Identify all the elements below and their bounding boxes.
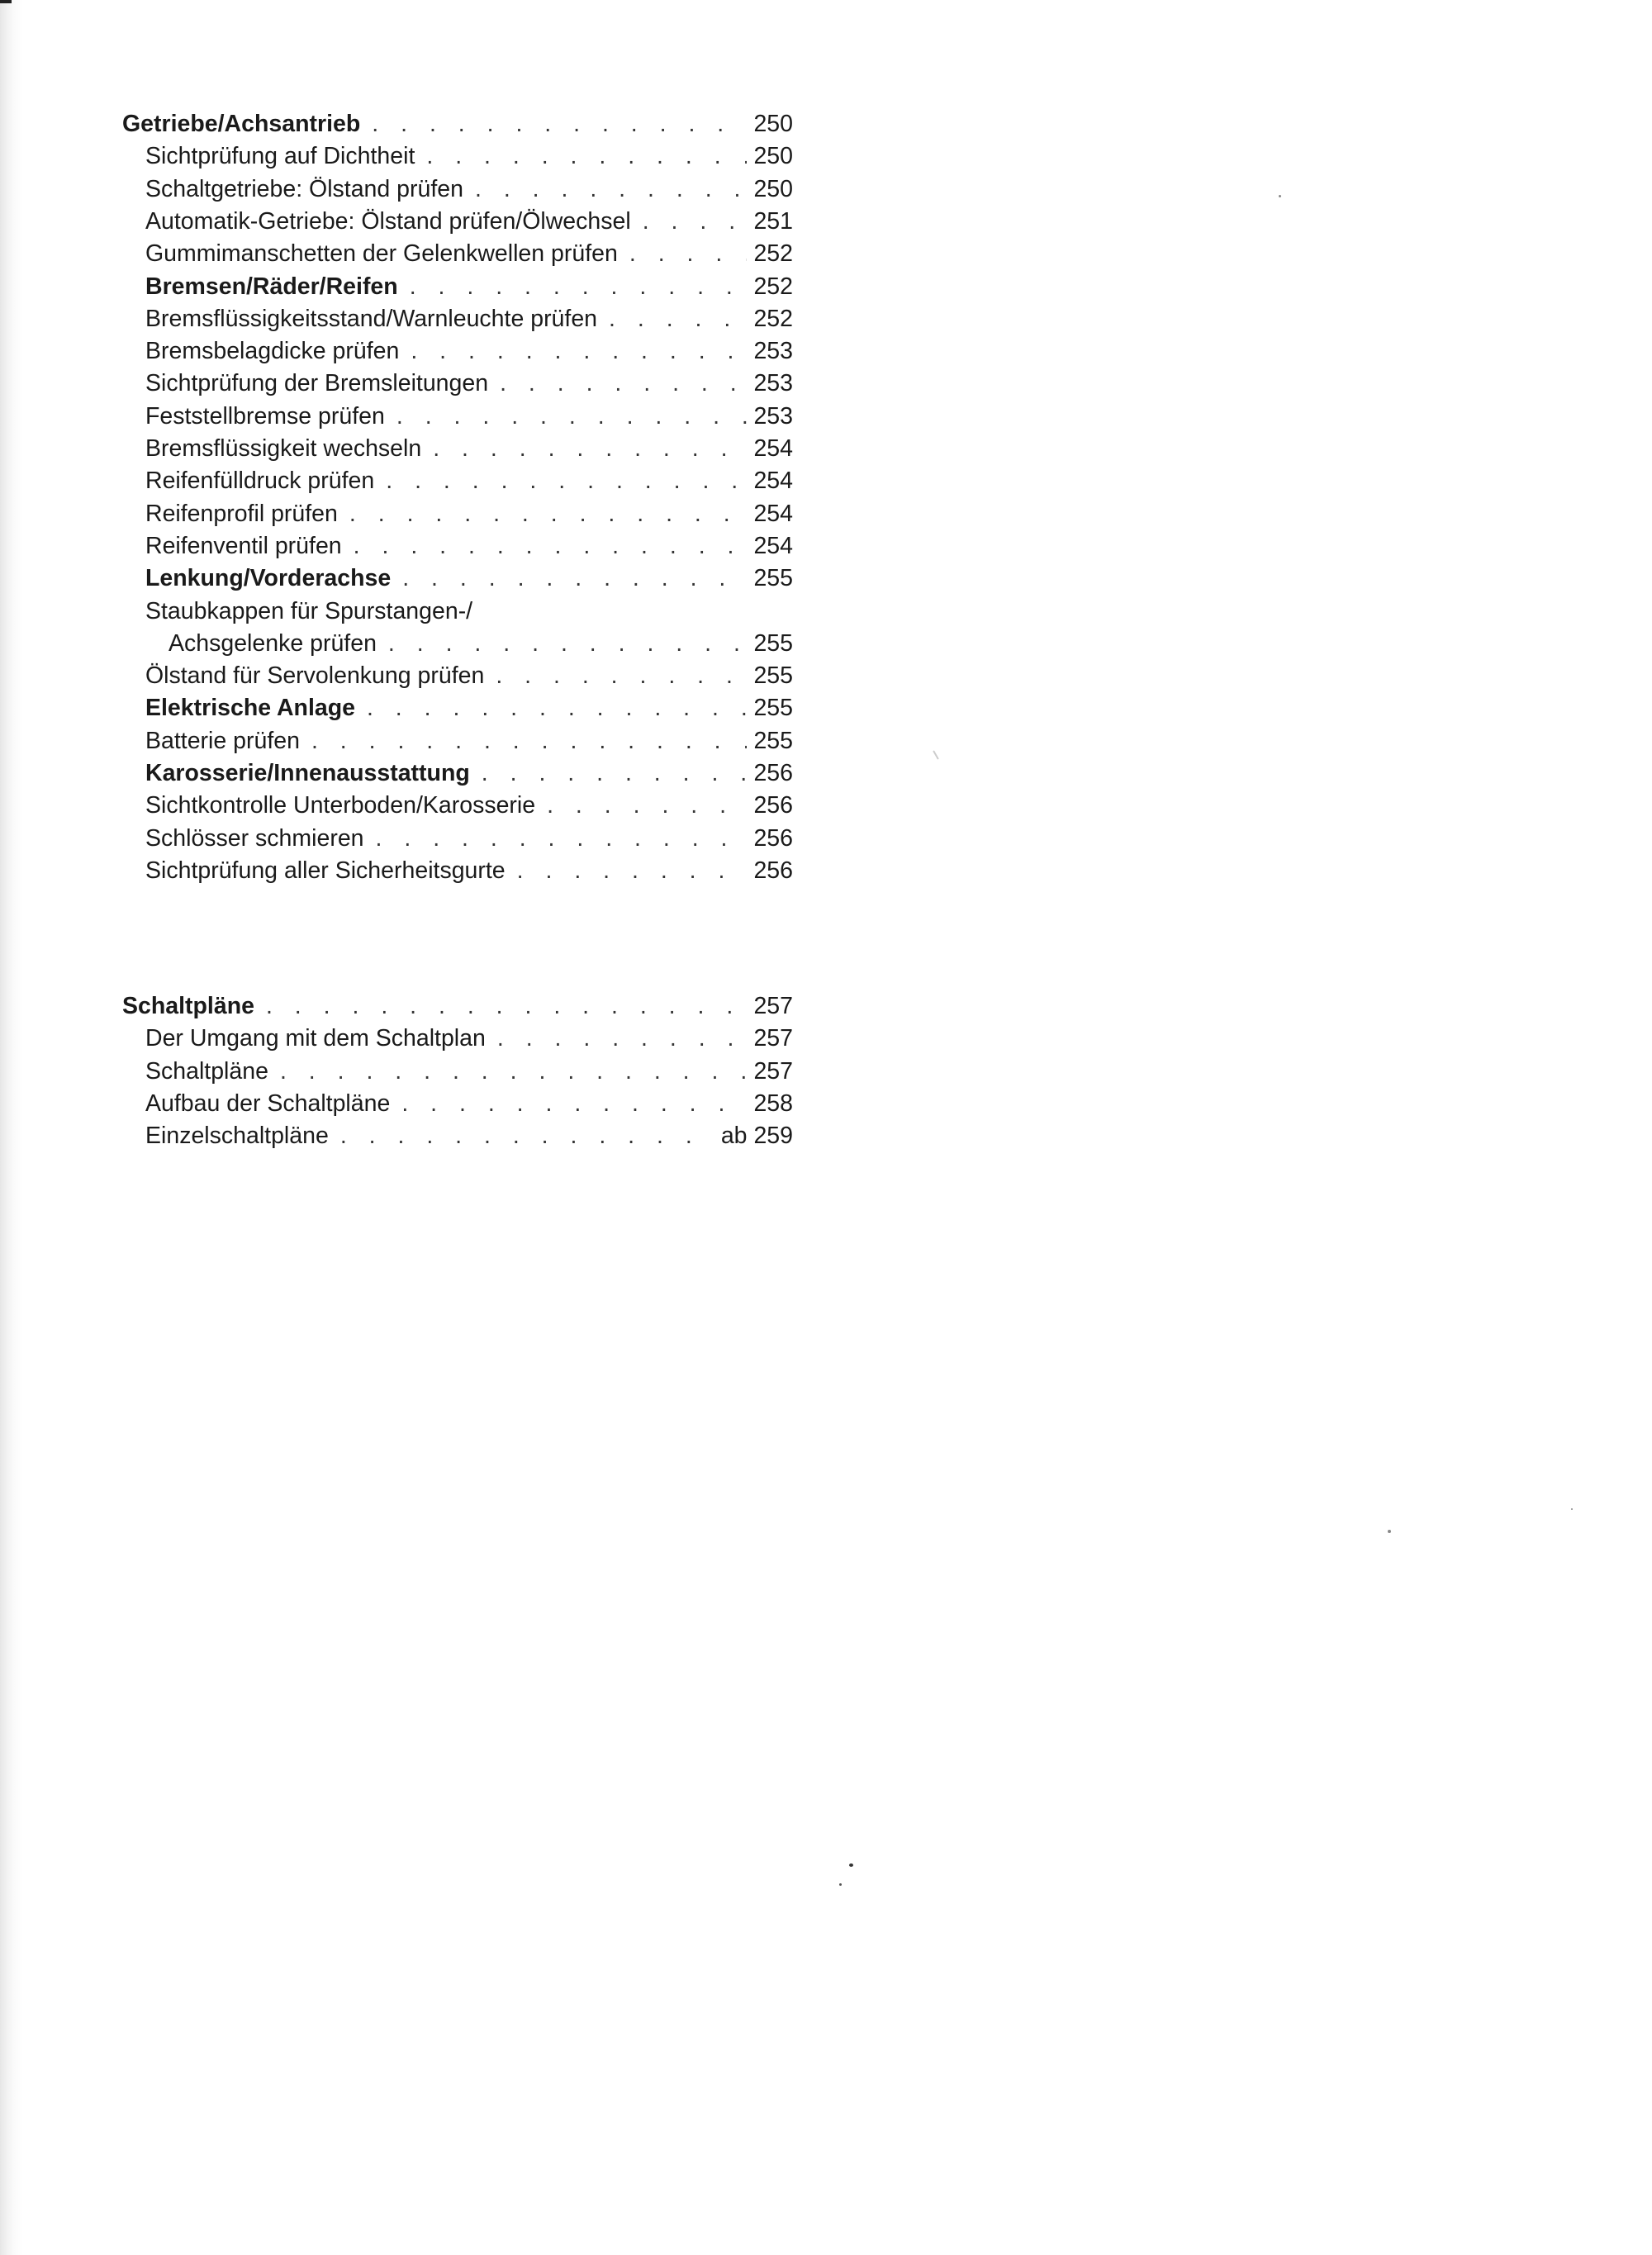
toc-entry-label: Bremsen/Räder/Reifen — [145, 273, 398, 300]
toc-entry-label: Getriebe/Achsantrieb — [122, 111, 361, 137]
toc-entry — [122, 270, 793, 303]
toc-entry-label: Elektrische Anlage — [145, 695, 355, 722]
toc-leader-dots — [410, 270, 748, 303]
toc-entry-label: Einzelschaltpläne — [145, 1123, 329, 1150]
toc-entry — [122, 854, 793, 887]
toc-entry-page: ab 259 — [720, 1123, 793, 1150]
toc-entry-label: Gummimanschetten der Gelenkwellen prüfen — [145, 240, 618, 268]
toc-leader-dots — [402, 562, 747, 595]
toc-entry-page: 258 — [753, 1090, 793, 1117]
toc-entry — [122, 990, 793, 1023]
scan-edge-shadow — [0, 0, 23, 2255]
toc-entry — [122, 1119, 793, 1152]
toc-leader-dots — [280, 1055, 747, 1088]
toc-entry-page: 251 — [753, 207, 793, 235]
toc-entry-page: 257 — [753, 1057, 793, 1085]
toc-leader-dots — [643, 205, 748, 238]
toc-entry-label: Bremsflüssigkeit wechseln — [145, 435, 422, 462]
toc-entry-label: Batterie prüfen — [145, 727, 300, 754]
toc-leader-dots — [426, 140, 747, 173]
toc-entry — [122, 529, 793, 563]
toc-entry-label: Achsgelenke prüfen — [169, 629, 377, 657]
toc-entry-page: 252 — [753, 273, 793, 300]
scan-speck — [839, 1883, 842, 1886]
toc-entry — [122, 789, 793, 822]
toc-entry — [122, 562, 793, 595]
toc-leader-dots — [266, 990, 747, 1023]
toc-leader-dots — [388, 627, 748, 660]
toc-leader-dots — [475, 173, 747, 206]
toc-entry — [122, 140, 793, 173]
toc-entry — [122, 627, 793, 660]
toc-entry — [122, 237, 793, 270]
toc-entry-page: 256 — [753, 824, 793, 852]
toc-entry — [122, 205, 793, 238]
toc-leader-dots — [547, 789, 747, 822]
toc-entry-label: Bremsbelagdicke prüfen — [145, 338, 400, 365]
toc-leader-dots — [396, 400, 748, 433]
toc-entry-label: Karosserie/Innenausstattung — [145, 760, 470, 786]
toc-entry-label: Sichtprüfung der Bremsleitungen — [145, 370, 489, 397]
toc-leader-dots — [496, 659, 747, 692]
toc-entry-page: 256 — [753, 857, 793, 884]
toc-entry-label: Schaltpläne — [145, 1057, 268, 1085]
toc-entry-page: 257 — [753, 1025, 793, 1052]
toc-entry-label: Sichtprüfung aller Sicherheitsgurte — [145, 857, 506, 884]
scan-speck — [933, 750, 939, 759]
toc-leader-dots — [401, 1087, 747, 1120]
toc-entry — [122, 691, 793, 724]
toc-entry-page: 253 — [753, 402, 793, 430]
toc-leader-dots — [629, 237, 748, 270]
toc-entry-label: Ölstand für Servolenkung prüfen — [145, 662, 485, 690]
toc-entry-label: Der Umgang mit dem Schaltplan — [145, 1025, 486, 1052]
toc-entry-label: Automatik-Getriebe: Ölstand prüfen/Ölwechsel — [145, 207, 631, 235]
toc-leader-dots — [609, 302, 747, 335]
toc-leader-dots — [372, 107, 747, 140]
toc-leader-dots — [386, 464, 747, 497]
toc-entry-page: 252 — [753, 305, 793, 332]
toc-leader-dots — [517, 854, 748, 887]
toc-entry-page: 253 — [753, 370, 793, 397]
toc-entry-label: Lenkung/Vorderachse — [145, 565, 392, 592]
toc-entry — [122, 724, 793, 757]
toc-leader-dots — [376, 822, 748, 855]
toc-entry — [122, 1055, 793, 1088]
toc-leader-dots — [433, 432, 747, 465]
scan-corner-mark — [0, 0, 12, 3]
toc-entry — [122, 367, 793, 400]
toc-entry — [122, 335, 793, 368]
scan-speck — [1388, 1530, 1391, 1533]
toc-entry-label: Reifenprofil prüfen — [145, 500, 338, 527]
toc-entry-label: Reifenfülldruck prüfen — [145, 468, 375, 495]
toc-entry-page: 257 — [753, 993, 793, 1019]
toc-entry-page: 255 — [753, 565, 793, 592]
toc-entry-page: 255 — [753, 727, 793, 754]
toc-entry-page: 250 — [753, 111, 793, 137]
toc-entry-label: Aufbau der Schaltpläne — [145, 1090, 391, 1117]
toc-entry-label: Sichtprüfung auf Dichtheit — [145, 143, 415, 170]
toc-entry — [122, 595, 793, 628]
toc-leader-dots — [367, 691, 747, 724]
toc-entry — [122, 432, 793, 465]
toc-leader-dots — [340, 1119, 714, 1152]
toc-entry-page: 254 — [753, 500, 793, 527]
toc-entry-page: 250 — [753, 175, 793, 202]
toc-leader-dots — [411, 335, 747, 368]
toc-leader-dots — [482, 757, 748, 790]
toc-entry-page: 256 — [753, 792, 793, 819]
toc-entry — [122, 400, 793, 433]
toc-entry-page: 253 — [753, 338, 793, 365]
toc-entry — [122, 173, 793, 206]
toc-leader-dots — [354, 529, 748, 563]
toc-entry — [122, 822, 793, 855]
toc-entry — [122, 302, 793, 335]
toc-leader-dots — [349, 497, 748, 530]
toc-entry-label: Schaltpläne — [122, 993, 254, 1019]
toc-entry-label: Schaltgetriebe: Ölstand prüfen — [145, 175, 463, 202]
toc-entry-page: 250 — [753, 143, 793, 170]
toc-leader-dots — [497, 1022, 748, 1055]
toc-entry — [122, 107, 793, 140]
toc-entry-page: 254 — [753, 532, 793, 559]
toc-leader-dots — [500, 367, 747, 400]
toc-entry-page: 255 — [753, 629, 793, 657]
toc-entry-label: Sichtkontrolle Unterboden/Karosserie — [145, 792, 536, 819]
scan-speck — [1571, 1508, 1573, 1510]
toc-leader-dots — [311, 724, 747, 757]
toc-entry-label: Feststellbremse prüfen — [145, 402, 385, 430]
toc-entry — [122, 1087, 793, 1120]
toc-entry-label: Schlösser schmieren — [145, 824, 364, 852]
toc-entry — [122, 464, 793, 497]
toc-entry — [122, 757, 793, 790]
toc-entry-label: Bremsflüssigkeitsstand/Warnleuchte prüfen — [145, 305, 598, 332]
toc-entry-page: 254 — [753, 435, 793, 462]
toc-entry-page: 254 — [753, 468, 793, 495]
toc-entry — [122, 659, 793, 692]
scan-speck — [849, 1863, 853, 1867]
toc-entry-label: Reifenventil prüfen — [145, 532, 342, 559]
toc-entry-page: 256 — [753, 760, 793, 786]
toc-entry-page: 255 — [753, 695, 793, 722]
toc-entry-page: 255 — [753, 662, 793, 690]
toc-entry — [122, 497, 793, 530]
toc-entry — [122, 1022, 793, 1055]
toc-entry-page: 252 — [753, 240, 793, 268]
toc-entry-label: Staubkappen für Spurstangen-/ — [145, 597, 473, 624]
scan-speck — [1279, 195, 1281, 197]
